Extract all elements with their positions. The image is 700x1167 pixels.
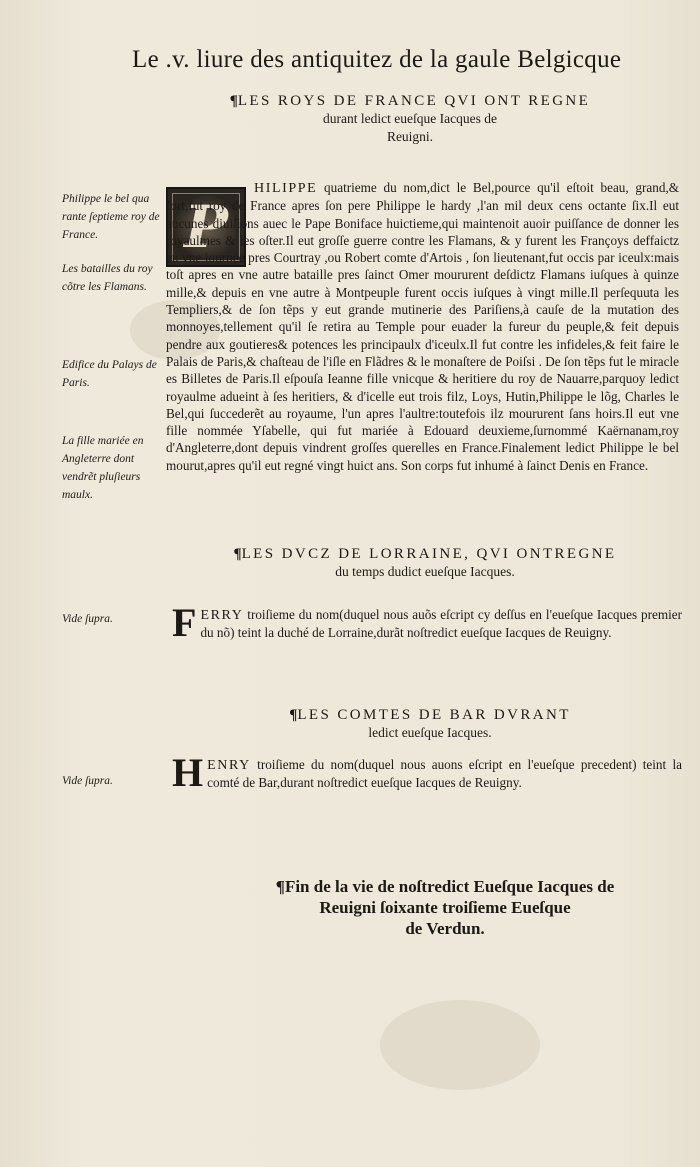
colophon-line: de Verdun.	[405, 919, 485, 938]
section-heading-dukes	[180, 545, 670, 581]
dropcap-letter: P	[184, 193, 228, 261]
margin-note-palace: Edifice du Palays de Paris.	[62, 359, 157, 389]
section-heading-counts	[200, 706, 660, 742]
paragraph-ferry	[172, 600, 682, 645]
paragraph-text: troiſieme du nom(duquel nous auõs eſcript cy deſſus en l'eueſque Iacques premier du nõ) teint la duché de Lorraine,durãt noſtredict eueſque Iacques de Reuigny.	[200, 607, 682, 641]
margin-note-vide-supra-1: Vide ſupra.	[62, 613, 113, 625]
paragraph-henry	[172, 750, 682, 795]
pilcrow-mark: ¶	[289, 707, 298, 723]
margin-note-battles: Les batailles du roy cõtre les Flamans.	[62, 263, 153, 293]
pilcrow-mark: ¶	[275, 877, 285, 896]
paragraph-initial: F	[172, 600, 197, 645]
paragraph-lead: ENRY	[207, 758, 251, 773]
heading-sub: Reuigni.	[386, 129, 434, 144]
section-heading-kings	[180, 92, 640, 146]
paragraph-philippe	[166, 179, 679, 474]
paragraph-text: troiſieme du nom(duquel nous auons eſcript en l'eueſque precedent) teint la comté de Bar,durant noſtredict eueſque Iacques de Reuigny.	[207, 757, 682, 791]
colophon-line: Fin de la vie de noſtredict Eueſque Iacques de	[284, 877, 615, 896]
heading-caps: LES COMTES DE BAR DVRANT	[297, 707, 571, 723]
margin-note-daughter: La fille mariée en Angleterre dont vendrẽt pluſieurs maulx.	[62, 435, 144, 501]
heading-sub: ledict eueſque Iacques.	[368, 725, 492, 740]
margin-note-vide-supra-2: Vide ſupra.	[62, 775, 113, 787]
paragraph-lead: HILIPPE	[254, 181, 318, 196]
heading-sub: du temps dudict eueſque Iacques.	[335, 564, 515, 579]
heading-caps: LES ROYS DE FRANCE QVI ONT REGNE	[237, 93, 591, 109]
paragraph-initial: H	[172, 750, 204, 795]
pilcrow-mark: ¶	[233, 546, 242, 562]
margin-note-philippe: Philippe le bel qua rante ſeptieme roy de France.	[62, 193, 160, 241]
paragraph-lead: ERRY	[200, 608, 244, 623]
pilcrow-mark: ¶	[229, 93, 238, 109]
running-head: Le .v. liure des antiquitez de la gaule Belgicque	[132, 46, 622, 73]
colophon	[250, 876, 640, 939]
paragraph-text: quatrieme du nom,dict le Bel,pource qu'il eſtoit beau, grand,& fort,fut roy de France apres ſon pere Philippe le hardy ,l'an mil deux cens octante ſix.Il eut aucunes diuiſions auec le Pape Boniface huictieme,qui maintenoit auoir puiſſance de donner les royaulmes & les oſter.Il eut groſſe guerre contre les Flamans, & y furent les Françoys deffaictz en vne iournée pres Courtray ,ou Robert comte d'Artois , ſon lieutenant,fut occis par iceulx:mais toſt apres en vne autre bataille pres ſainct Omer moururent deſdictz Flamans iuſques à quinze mille,& depuis en vne autre à Montpeuple furent occis iuſques à vingt mille.Il perſequuta les Templiers,& de ſon tẽps y eut grande mutinerie des Pariſiens,à cauſe de la mutation des monnoyes,tellement qu'il ſe retira au Temple pour euader la fureur du peuple,& feit depuis pendre aux goutieres& potences les principaulx d'iceulx.Il fut contre les infideles,& feit faire le Palais de Paris,& chaſteau de l'iſle en Flãdres & le monaſtere de Poiſsi . De ſon tẽps fut le miracle es Billetes de Paris.Il eſpouſa Ieanne fille vnicque & heritiere du roy de Nauarre,parquoy ledict royaulme adueint à ſes heritiers, & d'icelle eut trois filz, Loys, Hutin,Philippe le lõg, Charles le Bel,qui ſuccederẽt au royaume, l'un apres l'aultre:toutefois ilz moururent ſans hoirs.Il eut vne fille nommée Yſabelle, qui fut mariée à Edouard deuxieme,ſurnommé Kaërnanam,roy d'Angleterre,dont depuis vindrent groſſes querelles en France.Finalement ledict Philippe le bel mourut,apres qu'il eut regné vingt huict ans. Son corps fut inhumé à ſainct Denis en France.	[166, 180, 679, 473]
heading-sub: durant ledict eueſque Iacques de	[323, 111, 497, 126]
paper-stain	[380, 1000, 540, 1090]
heading-caps: LES DVCZ DE LORRAINE, QVI ONTREGNE	[241, 546, 617, 562]
colophon-line: Reuigni ſoixante troiſieme Eueſque	[319, 898, 571, 917]
